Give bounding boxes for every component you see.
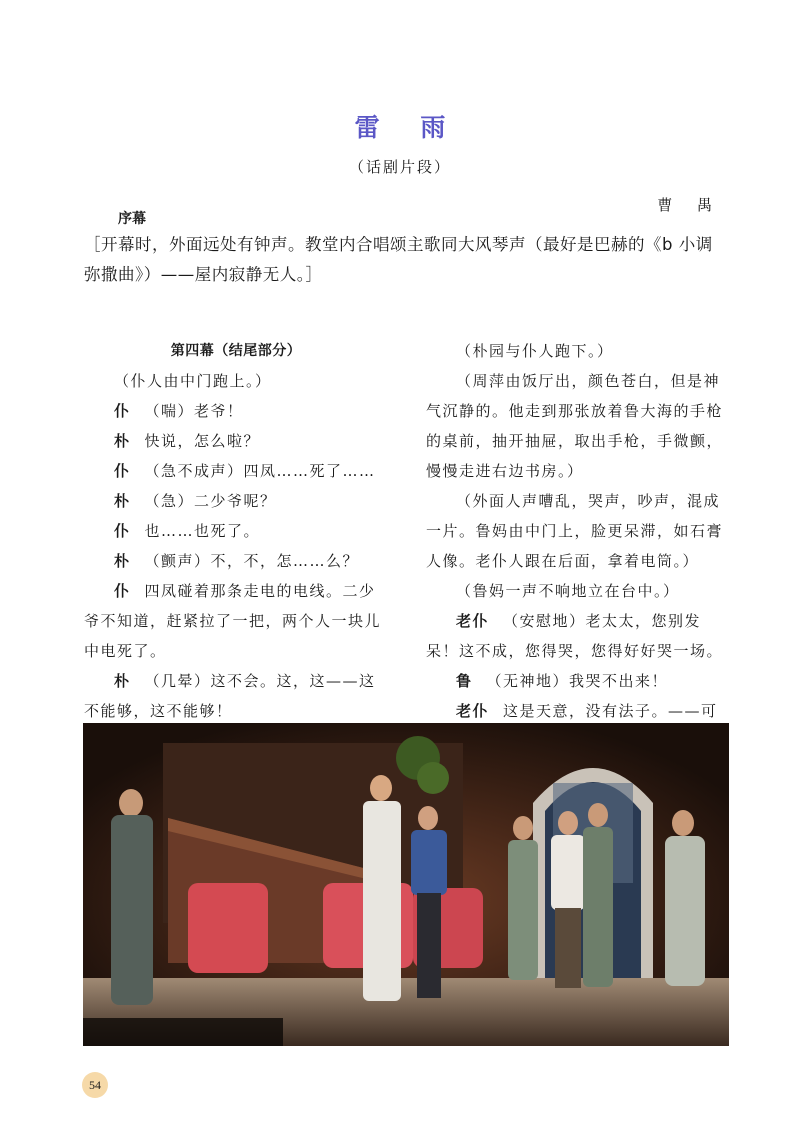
act-heading: 第四幕（结尾部分） [170,343,302,359]
speaker-name: 仆 [114,402,131,420]
actor-figure [551,811,585,988]
speaker-name: 鲁 [456,672,473,690]
dialogue-line [84,426,388,456]
stage-direction: （朴园与仆人跑下。） [456,342,614,360]
page-subtitle: （话剧片段） [348,158,451,176]
speaker-name: 朴 [114,552,131,570]
right-column [426,336,730,756]
speaker-name: 老仆 [456,702,490,720]
dialogue-line [84,516,388,546]
speaker-name: 朴 [114,672,131,690]
speaker-name: 仆 [114,582,131,600]
speaker-name: 朴 [114,432,131,450]
speaker-name: 仆 [114,462,131,480]
actor-figure [363,775,401,1001]
dialogue-line [84,396,388,426]
prologue-text: ［开幕时，外面远处有钟声。教堂内合唱颂主歌同大风琴声（最好是巴赫的《b 小调弥撒曲》）——屋内寂静无人。］ [84,235,713,284]
line-text: 这是天意，没有法子。——可 [503,702,718,720]
stage-direction: （周萍由饭厅出，颜色苍白，但是神气沉静的。他走到那张放着鲁大海的手枪的桌前，抽开抽屉，取出手枪，手微颤，慢慢走进右边书房。） [426,372,724,480]
dialogue-line [84,456,388,486]
actor-figure [508,816,538,980]
stage-direction: （外面人声嘈乱，哭声，吵声，混成一片。鲁妈由中门上，脸更呆滞，如石膏人像。老仆人跟在后面，拿着电筒。） [426,492,724,570]
dialogue-line [426,606,730,666]
line-text: （急）二少爷呢？ [144,492,277,510]
line-text: （喘）老爷！ [144,402,244,420]
stage-direction: （仆人由中门跑上。） [114,372,272,390]
prologue-heading: 序幕 [118,211,146,227]
dialogue-line [426,666,730,696]
stage-direction: （鲁妈一声不响地立在台中。） [456,582,680,600]
page-title: 雷 雨 [354,113,462,142]
actor-figure [583,803,613,987]
page-number-badge: 54 [82,1072,108,1098]
line-text: 也……也死了。 [144,522,261,540]
dialogue-line [84,666,388,726]
dialogue-line [84,546,388,576]
line-text: （无神地）我哭不出来！ [486,672,669,690]
left-column [84,336,388,726]
speaker-name: 朴 [114,492,131,510]
stage-photo [83,723,729,1046]
stage-scene-illustration [83,723,729,1046]
line-text: 四凤碰着那条走电的电线。二少爷不知道，赶紧拉了一把，两个人一块儿中电死了。 [84,582,382,660]
line-text: （急不成声）四凤……死了…… [144,462,376,480]
line-text: （颤声）不，不，怎……么？ [144,552,360,570]
author-name: 曹 禺 [657,196,722,214]
speaker-name: 仆 [114,522,131,540]
dialogue-line [84,576,388,666]
dialogue-line [84,486,388,516]
speaker-name: 老仆 [456,612,490,630]
line-text: 快说，怎么啦？ [144,432,261,450]
line-text: （安慰地）老太太，您别发呆！这不成，您得哭，您得好好哭一场。 [426,612,724,660]
actor-figure [111,789,153,1005]
line-text: （几晕）这不会。这，这——这不能够，这不能够！ [84,672,376,720]
actor-figure [665,810,705,986]
